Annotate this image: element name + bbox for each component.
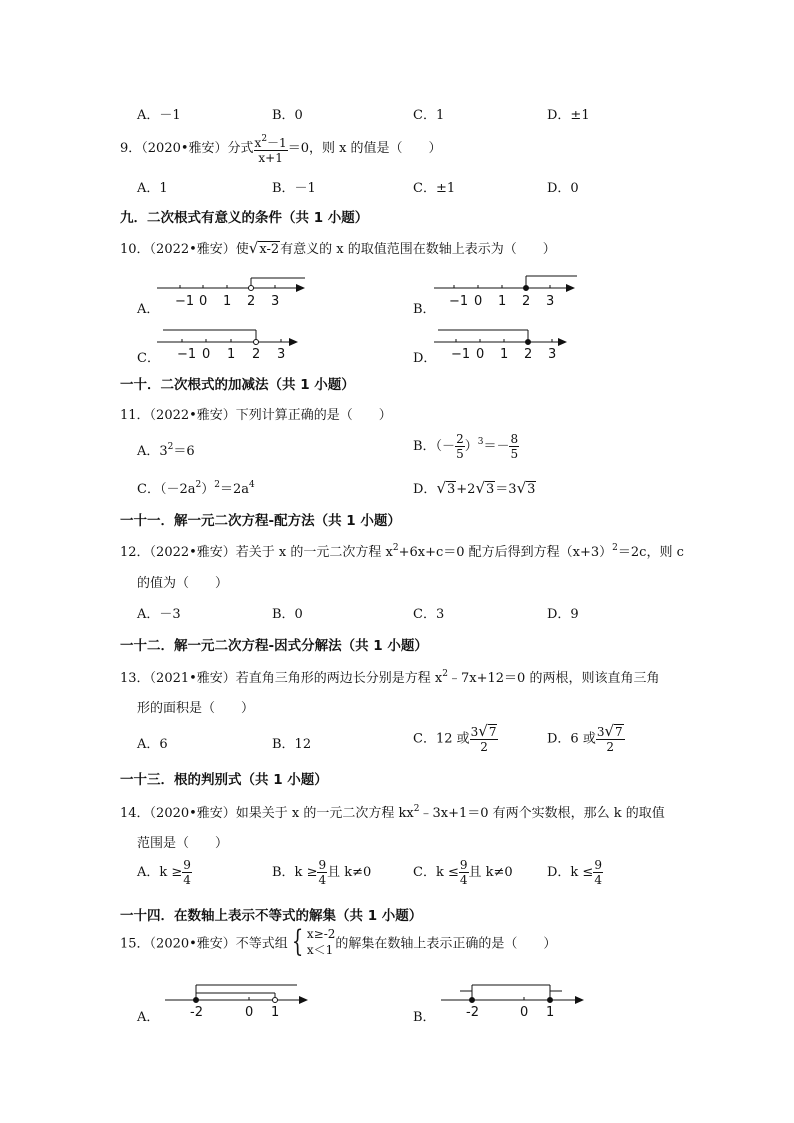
q14-option-c: C．k ≤ $\frac{9}{4}$ 且 k≠0 bbox=[413, 858, 513, 887]
section-11-title: 一十一．解一元二次方程-配方法（共 1 小题） bbox=[120, 513, 401, 529]
q10d-tick-1: 1 bbox=[500, 347, 509, 362]
q14-option-d: D．k ≤ $\frac{9}{4}$ bbox=[547, 858, 602, 887]
question-13-line2: 形的面积是（ ） bbox=[137, 701, 255, 716]
q10a-tick-1: 1 bbox=[223, 294, 232, 309]
q11-option-a: A．$3^2=6$ bbox=[137, 442, 195, 459]
q15b-tick-1: 1 bbox=[546, 1005, 555, 1018]
q12-option-b: B．0 bbox=[272, 607, 303, 622]
q10b-tick-neg1: −1 bbox=[449, 294, 469, 309]
q10d-tick-neg1: −1 bbox=[451, 347, 471, 362]
q10-label-c: C． bbox=[137, 351, 160, 366]
q10d-tick-2: 2 bbox=[524, 347, 533, 362]
q11-option-c: C．$(-2a^2)^2=2a^4$ bbox=[137, 480, 255, 497]
q12-option-c: C．3 bbox=[413, 607, 445, 622]
q11-option-d: D．√3+2√3＝3√3 bbox=[413, 479, 536, 497]
question-11-stem: 11．（2022•雅安）下列计算正确的是（ ） bbox=[120, 408, 392, 423]
q10a-tick-neg1: −1 bbox=[175, 294, 195, 309]
q10d-tick-0: 0 bbox=[476, 347, 485, 362]
q8-option-c: C．1 bbox=[413, 108, 445, 123]
q10-label-b: B． bbox=[413, 302, 436, 317]
q13-option-b: B．12 bbox=[272, 737, 312, 752]
q10b-tick-2: 2 bbox=[522, 294, 531, 309]
q15b-tick-neg2: -2 bbox=[466, 1005, 479, 1018]
q9-option-b: B．－1 bbox=[272, 181, 316, 196]
q9-option-c: C．±1 bbox=[413, 181, 456, 196]
question-12-line2: 的值为（ ） bbox=[137, 576, 229, 591]
q10-label-d: D． bbox=[413, 351, 437, 366]
q14-option-a: A．k ≥ $\frac{9}{4}$ bbox=[137, 858, 191, 887]
q15-label-b: B． bbox=[413, 1010, 436, 1025]
question-15-stem: 15．（2020•雅安）不等式组 { x≥-2 x＜1 的解集在数轴上表示正确的是（ ） bbox=[120, 924, 557, 959]
q11-option-b: B．（－ $\frac{2}{5}$ ）$^3$＝－ $\frac{8}{5}$ bbox=[413, 432, 519, 461]
q10-numberline-a bbox=[155, 268, 315, 310]
q12-option-d: D．9 bbox=[547, 607, 579, 622]
q10d-tick-3: 3 bbox=[548, 347, 557, 362]
q10a-tick-2: 2 bbox=[247, 294, 256, 309]
q15-numberline-b bbox=[436, 978, 596, 1018]
q10a-tick-0: 0 bbox=[199, 294, 208, 309]
q10-numberline-d bbox=[432, 320, 592, 362]
q10c-tick-2: 2 bbox=[252, 347, 261, 362]
q9-option-d: D．0 bbox=[547, 181, 579, 196]
question-14-line1: 14．（2020•雅安）如果关于 x 的一元二次方程 $kx^2﹣3x+1=0$ 有两个实数根，那么 k 的取值 bbox=[120, 804, 665, 821]
question-12-line1: 12．（2022•雅安）若关于 x 的一元二次方程 $x^2+6x+c=0$ 配方后得到方程$(x+3)^2=2c$，则 c bbox=[120, 543, 684, 560]
q8-option-d: D．±1 bbox=[547, 108, 590, 123]
q15a-tick-1: 1 bbox=[271, 1005, 280, 1018]
q10c-tick-3: 3 bbox=[277, 347, 286, 362]
q10c-tick-0: 0 bbox=[202, 347, 211, 362]
question-10-stem: 10．（2022•雅安）使√x-2有意义的 x 的取值范围在数轴上表示为（ ） bbox=[120, 239, 556, 257]
q10a-tick-3: 3 bbox=[271, 294, 280, 309]
q8-option-a: A．－1 bbox=[137, 108, 181, 123]
q15a-tick-0: 0 bbox=[245, 1005, 254, 1018]
question-13-line1: 13．（2021•雅安）若直角三角形的两边长分别是方程 $x^2﹣7x+12=0$ 的两根，则该直角三角 bbox=[120, 669, 660, 686]
q15-numberline-a bbox=[160, 978, 320, 1018]
q13-option-a: A．6 bbox=[137, 737, 168, 752]
q10b-tick-0: 0 bbox=[474, 294, 483, 309]
section-9-title: 九．二次根式有意义的条件（共 1 小题） bbox=[120, 210, 369, 226]
q10-numberline-b bbox=[432, 268, 592, 310]
q10-numberline-c bbox=[155, 320, 315, 362]
section-14-title: 一十四．在数轴上表示不等式的解集（共 1 小题） bbox=[120, 908, 423, 924]
section-12-title: 一十二．解一元二次方程-因式分解法（共 1 小题） bbox=[120, 638, 428, 654]
q10b-tick-1: 1 bbox=[498, 294, 507, 309]
q9-fraction: $\frac{x^2-1}{x+1}$ bbox=[254, 134, 287, 165]
section-13-title: 一十三．根的判别式（共 1 小题） bbox=[120, 772, 328, 788]
q10c-tick-neg1: −1 bbox=[177, 347, 197, 362]
question-14-line2: 范围是（ ） bbox=[137, 836, 229, 851]
q15a-tick-neg2: -2 bbox=[190, 1005, 203, 1018]
q10c-tick-1: 1 bbox=[227, 347, 236, 362]
q12-option-a: A．－3 bbox=[137, 607, 181, 622]
q8-option-b: B．0 bbox=[272, 108, 303, 123]
q10b-tick-3: 3 bbox=[546, 294, 555, 309]
q15-label-a: A． bbox=[137, 1010, 160, 1025]
q15b-tick-0: 0 bbox=[520, 1005, 529, 1018]
q13-option-c: C．12 或 $\frac{3√7}{2}$ bbox=[413, 722, 497, 754]
section-10-title: 一十．二次根式的加减法（共 1 小题） bbox=[120, 377, 355, 393]
question-9-stem: 9．（2020•雅安）分式 $\frac{x^2-1}{x+1}$ ＝0，则 x 的值是（ ） bbox=[120, 134, 442, 165]
q9-option-a: A．1 bbox=[137, 181, 168, 196]
q14-option-b: B．k ≥ $\frac{9}{4}$ 且 k≠0 bbox=[272, 858, 372, 887]
q10-label-a: A． bbox=[137, 302, 160, 317]
q13-option-d: D．6 或 $\frac{3√7}{2}$ bbox=[547, 722, 623, 754]
